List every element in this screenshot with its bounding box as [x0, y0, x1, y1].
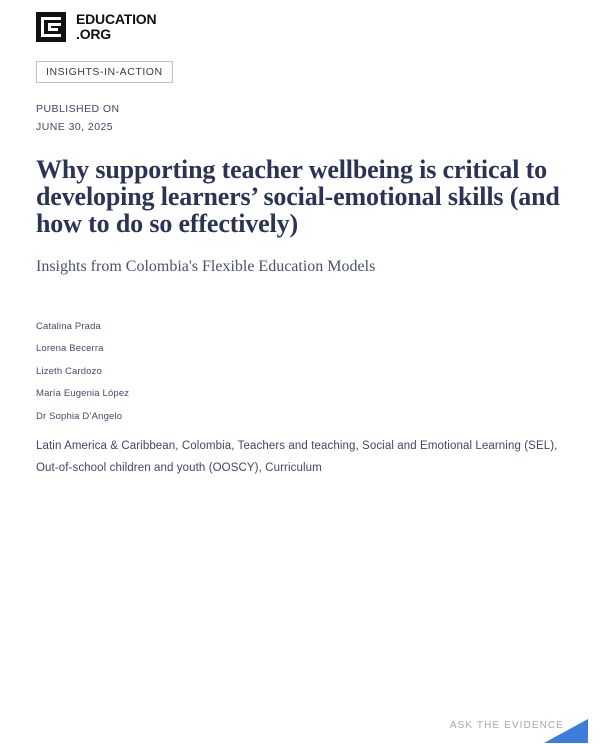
education-org-logo-icon: [36, 12, 66, 42]
wordmark-line-2: .ORG: [76, 26, 111, 42]
published-date: JUNE 30, 2025: [36, 120, 114, 133]
triangle-arrow-icon[interactable]: [544, 714, 600, 744]
published-block: [36, 100, 564, 136]
author-list: [36, 322, 564, 422]
ask-the-evidence-label: ASK THE EVIDENCE: [449, 720, 564, 731]
author-name[interactable]: Dr Sophia D’Angelo: [36, 410, 123, 422]
author-name[interactable]: Lizeth Cardozo: [36, 365, 102, 377]
category-badge[interactable]: INSIGHTS-IN-ACTION: [36, 61, 173, 83]
topic-tags[interactable]: Latin America & Caribbean, Colombia, Teachers and teaching, Social and Emotional Learning (SEL), Out-of-school children and youth (OOSCY), Curriculum: [36, 439, 558, 474]
author-name[interactable]: María Eugenia López: [36, 388, 130, 399]
page-subtitle: Insights from Colombia's Flexible Education Models: [36, 257, 376, 275]
site-wordmark: [76, 12, 156, 42]
published-label: PUBLISHED ON: [36, 102, 120, 115]
author-name[interactable]: Lorena Becerra: [36, 343, 104, 354]
page-title: Why supporting teacher wellbeing is critical to developing learners’ social-emotional skills (and how to do so effectively): [36, 154, 560, 238]
wordmark-line-1: EDUCATION: [76, 11, 157, 27]
category-badge-row: [36, 61, 564, 83]
author-name[interactable]: Catalina Prada: [36, 320, 101, 332]
site-masthead[interactable]: [36, 0, 564, 42]
ask-the-evidence-cta[interactable]: [450, 720, 564, 732]
